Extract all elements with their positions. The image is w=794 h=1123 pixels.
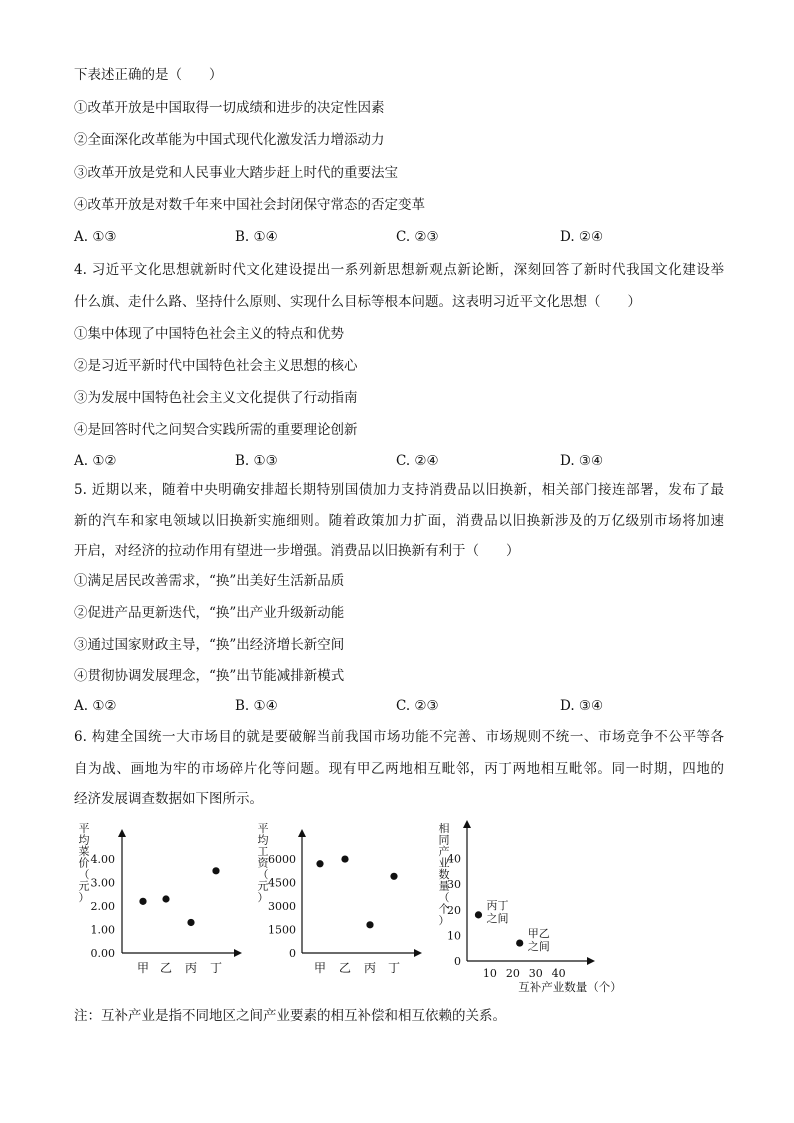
q3-stem-tail: 下表述正确的是（ ） [74,67,223,83]
q5-statement-1: ①满足居民改善需求，“换”出美好生活新品质 [74,573,345,589]
chart-wage-ytick-label: 0 [289,947,296,960]
chart-industry-ylabel-char: 同 [438,833,450,847]
chart-industry-xlabel: 互补产业数量（个） [518,980,622,994]
chart-industry-ylabel-char: ） [438,914,450,927]
chart-industry-xtick-label: 40 [551,967,566,980]
chart-price-ylabel-char: 菜 [78,845,90,858]
q4-stem-line-1: 4. 习近平文化思想就新时代文化建设提出一系列新思想新观点新论断，深刻回答了新时代我国文化建设举 [74,262,724,278]
chart-industry-point-label: 丙丁 [486,898,509,912]
chart-wage-category-label: 乙 [338,961,352,975]
chart-price-ylabel-char: 均 [78,833,90,847]
q4-option-d: D. ③④ [560,453,604,469]
q4-option-a: A. ①② [74,453,117,469]
q4-statement-1: ①集中体现了中国特色社会主义的特点和优势 [74,326,344,342]
q3-statement-3: ③改革开放是党和人民事业大踏步赶上时代的重要法宝 [74,165,398,181]
chart-industry-point-label: 甲乙 [527,927,550,941]
q5-statement-3: ③通过国家财政主导，“换”出经济增长新空间 [74,637,345,653]
chart-price-point [212,867,219,874]
chart-wage-x-arrow [414,949,422,957]
chart-industry-xtick-label: 30 [528,967,543,980]
q6-stem-line-2: 自为战、画地为牢的市场碎片化等问题。现有甲乙两地相互毗邻，丙丁两地相互毗邻。同一时期，四地的 [74,761,724,777]
chart-price-point [187,919,194,926]
chart-price-ytick-label: 4.00 [90,853,115,867]
q3-option-c: C. ②③ [396,229,439,245]
q3-option-b: B. ①④ [235,229,278,245]
q4-option-c: C. ②④ [396,453,439,469]
chart-industry-ytick-label: 40 [447,852,461,866]
q4-statement-4: ④是回答时代之问契合实践所需的重要理论创新 [74,422,358,438]
q6-stem-line-1: 6. 构建全国统一大市场目的就是要破解当前我国市场功能不完善、市场规则不统一、市场竞争不公平等各 [74,729,724,745]
chart-industry-point [475,911,482,918]
chart-price-ylabel-char: 元 [78,879,90,893]
chart-industry-xtick-label: 10 [482,967,497,980]
chart-industry-ylabel-char: 产 [438,845,450,858]
chart-wage-ytick-label: 1500 [268,923,296,937]
chart-industry-ylabel-char: 数 [438,868,450,881]
chart-wage-ylabel-char: 均 [257,833,269,847]
q5-statement-4: ④贯彻协调发展理念，“换”出节能减排新模式 [74,668,345,684]
q5-stem-line-1: 5. 近期以来，随着中央明确安排超长期特别国债加力支持消费品以旧换新，相关部门接连部署，发布了最 [74,482,724,498]
chart-wage-ylabel-char: ） [257,891,269,904]
chart-industry-point-label: 之间 [527,940,550,954]
chart-industry-xtick-label: 20 [505,967,520,980]
chart-wage-ylabel-char: （ [257,868,269,881]
q3-statement-1: ①改革开放是中国取得一切成绩和进步的决定性因素 [74,100,385,116]
chart-wage-point [366,921,373,928]
q3-statement-2: ②全面深化改革能为中国式现代化激发活力增添动力 [74,132,385,148]
chart-industry-ylabel-char: （ [438,891,450,904]
chart-price-ytick-label: 1.00 [90,923,115,937]
chart-price-point [162,895,169,902]
chart-price-ytick-label: 2.00 [90,900,115,914]
q3-option-a: A. ①③ [74,229,117,245]
chart-wage-ytick-label: 3000 [268,900,296,914]
chart-industry-point-label: 之间 [486,911,509,925]
chart-industry-point [516,939,523,946]
chart-wage-point [390,873,397,880]
q5-stem-line-2: 新的汽车和家电领域以旧换新实施细则。随着政策加力扩面，消费品以旧换新涉及的万亿级别市场将加速 [74,513,724,529]
q4-option-b: B. ①③ [235,453,278,469]
chart-wage-ylabel-char: 资 [257,856,269,870]
chart-wage-ytick-label: 6000 [268,853,296,867]
chart-wage-ylabel-char: 元 [257,879,269,893]
chart-wage-ylabel-char: 工 [257,845,269,858]
chart-industry-ylabel-char: 个 [438,902,450,916]
q5-option-c: C. ②③ [396,698,439,714]
chart-wage-category-label: 丁 [387,961,401,975]
chart-industry-ylabel-char: 量 [438,879,450,893]
q5-option-a: A. ①② [74,698,117,714]
chart-industry-ylabel-char: 业 [438,856,450,870]
q6-stem-line-3: 经济发展调查数据如下图所示。 [74,791,263,807]
chart-wage-ytick-label: 4500 [268,876,296,890]
q5-option-d: D. ③④ [560,698,604,714]
chart-price-ylabel-char: 平 [78,822,90,835]
chart-price-y-arrow [118,829,126,837]
q5-option-b: B. ①④ [235,698,278,714]
q5-stem-line-3: 开启，对经济的拉动作用有望进一步增强。消费品以旧换新有利于（ ） [74,543,520,559]
q3-statement-4: ④改革开放是对数千年来中国社会封闭保守常态的否定变革 [74,197,425,213]
chart-price-category-label: 甲 [136,961,150,975]
chart-price-x-arrow [234,949,242,957]
q4-stem-line-2: 什么旗、走什么路、坚持什么原则、实现什么目标等根本问题。这表明习近平文化思想（ ） [74,294,641,310]
chart-wage-ylabel-char: 平 [257,822,269,835]
chart-industry-ytick-label: 10 [447,929,461,943]
chart-industry-ytick-label: 20 [447,903,461,917]
chart-wage-point [316,860,323,867]
chart-price-ytick-label: 3.00 [90,876,115,890]
chart-wage-y-arrow [298,829,306,837]
chart-industry-ylabel-char: 相 [438,822,450,835]
chart-industry-y-arrow [463,820,471,828]
chart-price-ytick-label: 0.00 [90,947,115,960]
chart-price-point [139,898,146,905]
chart-wage-point [341,855,348,862]
chart-industry-x-arrow [587,957,595,965]
chart-wage-category-label: 甲 [313,961,327,975]
chart-price-category-label: 丁 [209,961,223,975]
q4-statement-3: ③为发展中国特色社会主义文化提供了行动指南 [74,390,358,406]
q6-note: 注：互补产业是指不同地区之间产业要素的相互补偿和相互依赖的关系。 [74,1008,506,1024]
q4-statement-2: ②是习近平新时代中国特色社会主义思想的核心 [74,358,358,374]
chart-price-ylabel-char: ） [78,891,90,904]
chart-price-ylabel-char: （ [78,868,90,881]
chart-price-category-label: 丙 [184,961,198,975]
q3-option-d: D. ②④ [560,229,604,245]
chart-industry-ytick-label: 30 [447,878,461,892]
chart-price-ylabel-char: 价 [78,856,90,870]
chart-industry-ytick-label: 0 [454,955,461,968]
chart-price-category-label: 乙 [159,961,173,975]
q5-statement-2: ②促进产品更新迭代，“换”出产业升级新动能 [74,605,345,621]
chart-wage-category-label: 丙 [363,961,377,975]
